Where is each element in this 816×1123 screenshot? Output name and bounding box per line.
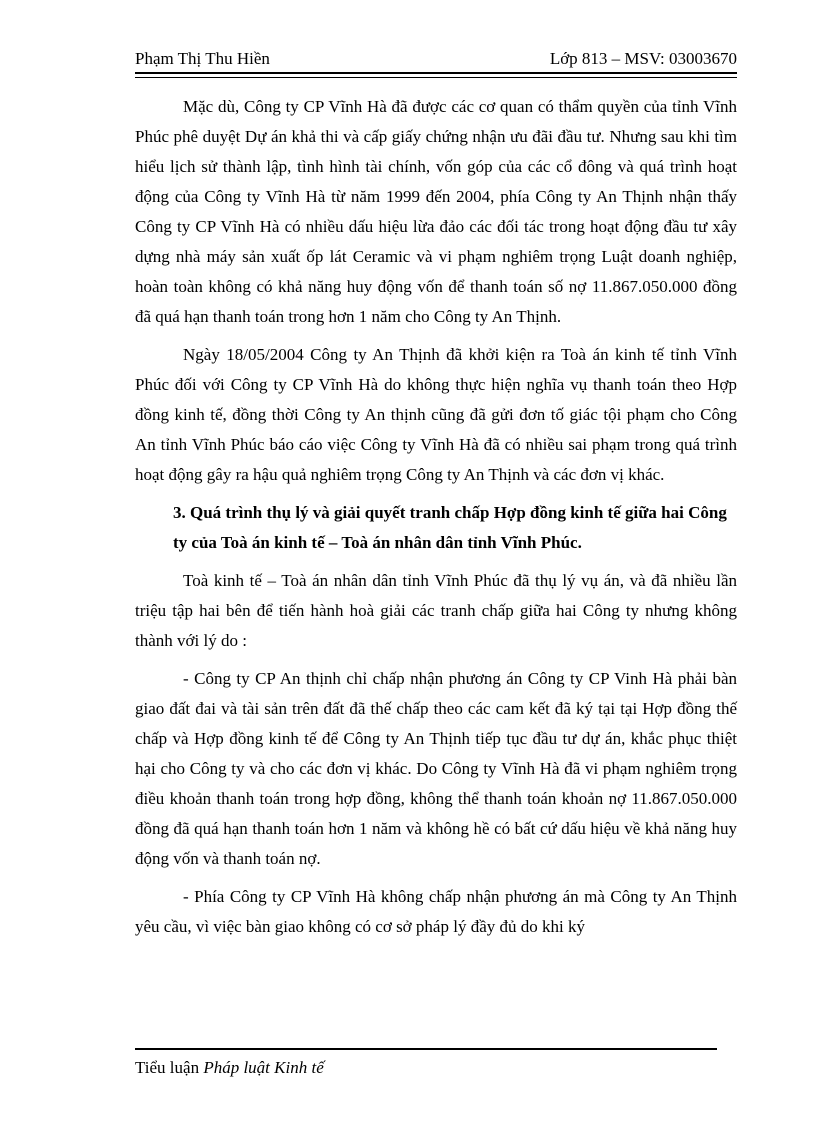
footer-rule xyxy=(135,1048,717,1050)
paragraph-2: Ngày 18/05/2004 Công ty An Thịnh đã khởi kiện ra Toà án kinh tế tỉnh Vĩnh Phúc đối với Công ty CP Vĩnh Hà do không thực hiện nghĩa vụ thanh toán theo Hợp đồng kinh tế, đồng thời Công ty An thịnh cũng đã gửi đơn tố giác tội phạm cho Công An tỉnh Vĩnh Phúc báo cáo việc Công ty Vĩnh Hà đã có nhiều sai phạm trong quá trình hoạt động gây ra hậu quả nghiêm trọng Công ty An Thịnh và các đơn vị khác. xyxy=(135,345,737,484)
paragraph-4: - Công ty CP An thịnh chỉ chấp nhận phương án Công ty CP Vinh Hà phải bàn giao đất đai và tài sản trên đất đã thế chấp theo các cam kết đã ký tại tại Hợp đồng thế chấp và Hợp đồng kinh tế để Công ty An Thịnh tiếp tục đầu tư dự án, khắc phục thiệt hại cho Công ty và cho các đơn vị khác. Do Công ty Vĩnh Hà đã vi phạm nghiêm trọng điều khoản thanh toán trong hợp đồng, không thể thanh toán khoản nợ 11.867.050.000 đồng đã quá hạn thanh toán hơn 1 năm và không hề có bất cứ dấu hiệu về khả năng huy động vốn và thanh toán nợ. xyxy=(135,669,737,868)
footer-subject: Pháp luật Kinh tế xyxy=(203,1058,324,1077)
paragraph-1: Mặc dù, Công ty CP Vĩnh Hà đã được các cơ quan có thẩm quyền của tỉnh Vĩnh Phúc phê duyệt Dự án khả thi và cấp giấy chứng nhận ưu đãi đầu tư. Nhưng sau khi tìm hiểu lịch sử thành lập, tình hình tài chính, vốn góp của các cổ đông và quá trình hoạt động của Công ty Vĩnh Hà từ năm 1999 đến 2004, phía Công ty An Thịnh nhận thấy Công ty CP Vĩnh Hà có nhiều dấu hiệu lừa đảo các đối tác trong hoạt động đầu tư xây dựng nhà máy sản xuất ốp lát Ceramic và vi phạm nghiêm trọng Luật doanh nghiệp, hoàn toàn không có khả năng huy động vốn để thanh toán số nợ 11.867.050.000 đồng đã quá hạn thanh toán trong hơn 1 năm cho Công ty An Thịnh. xyxy=(135,97,737,326)
paragraph-5: - Phía Công ty CP Vĩnh Hà không chấp nhận phương án mà Công ty An Thịnh yêu cầu, vì việc bàn giao không có cơ sở pháp lý đầy đủ do khi ký xyxy=(135,887,737,936)
document-body xyxy=(135,92,737,950)
header-class-info: Lớp 813 – MSV: 03003670 xyxy=(549,49,737,68)
header-rule-thin xyxy=(135,77,737,78)
header-author: Phạm Thị Thu Hiền xyxy=(135,49,270,68)
header-rule xyxy=(135,72,737,74)
section-heading: 3. Quá trình thụ lý và giải quyết tranh chấp Hợp đồng kinh tế giữa hai Công ty của Toà án kinh tế – Toà án nhân dân tỉnh Vĩnh Phúc. xyxy=(173,503,727,552)
page-header xyxy=(135,48,737,74)
footer-label: Tiểu luận xyxy=(135,1058,200,1077)
paragraph-3: Toà kinh tế – Toà án nhân dân tỉnh Vĩnh Phúc đã thụ lý vụ án, và đã nhiều lần triệu tập hai bên để tiến hành hoà giải các tranh chấp giữa hai Công ty nhưng không thành với lý do : xyxy=(135,571,737,650)
footer-text xyxy=(135,1057,717,1079)
page-footer xyxy=(135,1048,717,1079)
